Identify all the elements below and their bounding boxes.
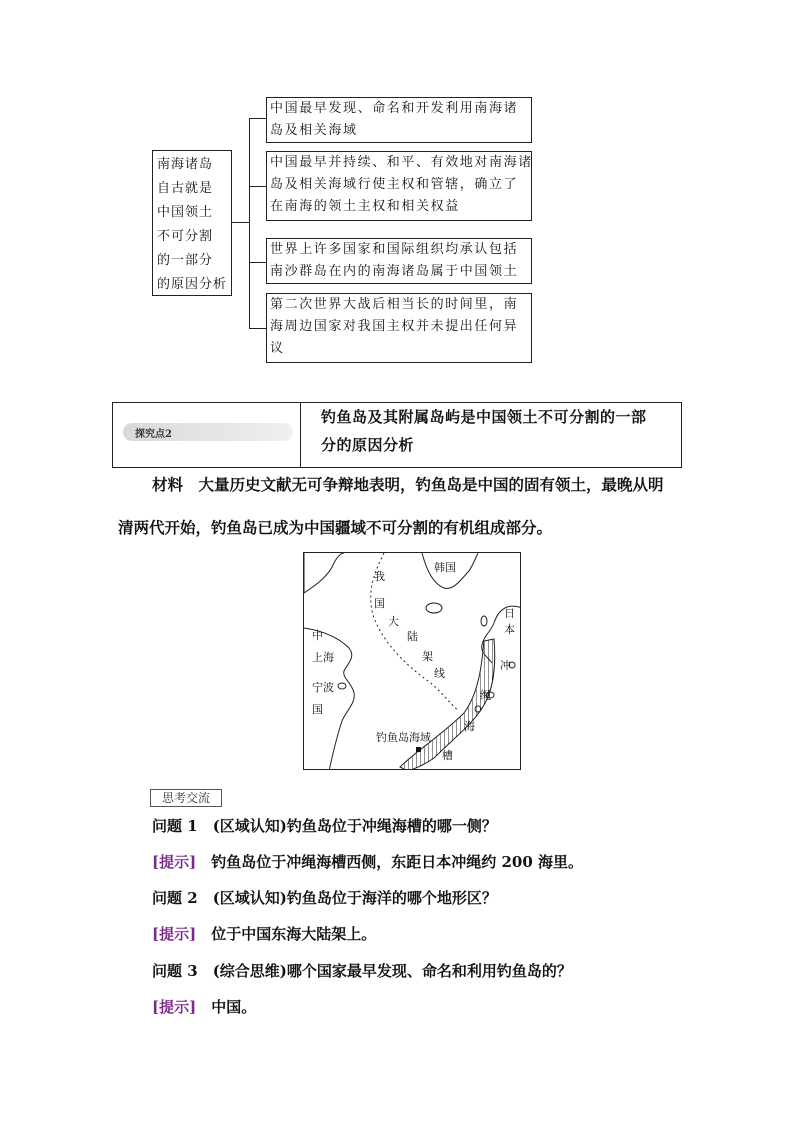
explore-title-line: 分的原因分析 <box>321 436 415 454</box>
topic-line: 不可分割 <box>157 229 214 244</box>
question-2 <box>152 887 497 908</box>
explore-badge <box>123 423 293 441</box>
reason-line: 岛及相关海域行使主权和管辖，确立了 <box>270 177 519 192</box>
hint-label: [提示] <box>152 853 197 871</box>
diaoyu-marker <box>416 747 421 752</box>
label-trough: 海 <box>464 720 475 733</box>
reason-box-1 <box>266 97 532 143</box>
island <box>338 683 346 689</box>
label-korea: 韩国 <box>434 561 456 574</box>
label-japan: 日 <box>504 607 515 620</box>
bracket-tick <box>249 328 266 329</box>
topic-line: 自古就是 <box>157 181 214 196</box>
answer-2 <box>152 923 376 944</box>
reason-line: 世界上许多国家和国际组织均承认包括 <box>270 242 519 257</box>
label-shelf: 大 <box>388 615 399 628</box>
answer-text: 位于中国东海大陆架上。 <box>211 925 377 943</box>
topic-line: 的一部分 <box>157 253 214 268</box>
divider <box>300 403 301 467</box>
question-1 <box>152 815 497 836</box>
label-shelf: 线 <box>434 667 445 680</box>
discussion-tag: 思考交流 <box>150 789 222 807</box>
label-trough: 绳 <box>480 689 491 702</box>
reason-line: 在南海的领土主权和相关权益 <box>270 199 460 214</box>
label-trough: 槽 <box>442 749 453 762</box>
topic-box <box>152 150 232 296</box>
explore-title <box>321 403 681 459</box>
reason-box-4 <box>266 293 532 363</box>
hint-label: [提示] <box>152 998 197 1016</box>
hint-label: [提示] <box>152 925 197 943</box>
explore-title-line: 钓鱼岛及其附属岛屿是中国领土不可分割的一部 <box>321 408 647 426</box>
question-3 <box>152 960 572 981</box>
bracket-tick <box>249 262 266 263</box>
label-shelf: 我 <box>374 570 385 583</box>
topic-line: 中国领土 <box>157 205 214 220</box>
island <box>481 616 487 626</box>
label-china: 中 <box>312 629 323 642</box>
label-shelf: 架 <box>422 650 433 663</box>
question-label: 问题 1 <box>152 817 198 835</box>
question-text: (区域认知)钓鱼岛位于海洋的哪个地形区？ <box>212 889 497 907</box>
question-label: 问题 3 <box>152 962 198 980</box>
diaoyu-map <box>303 552 521 770</box>
label-china: 国 <box>312 703 323 716</box>
label-diaoyu: 钓鱼岛海域 <box>376 731 431 744</box>
reason-line: 第二次世界大战后相当长的时间里，南 <box>270 297 519 312</box>
material-line-2: 清两代开始，钓鱼岛已成为中国疆域不可分割的有机组成部分。 <box>118 518 553 537</box>
reason-box-3 <box>266 238 532 284</box>
question-text: (区域认知)钓鱼岛位于冲绳海槽的哪一侧？ <box>212 817 497 835</box>
label-okinawa: 冲 <box>500 659 511 672</box>
reason-line: 议 <box>270 341 285 356</box>
label-japan: 本 <box>504 623 515 636</box>
label-shelf: 陆 <box>407 630 418 643</box>
explore-badge-label: 探究点2 <box>135 429 172 440</box>
bracket-tick <box>249 118 266 119</box>
topic-line: 的原因分析 <box>157 277 228 292</box>
label-ningbo: 宁波 <box>312 681 334 694</box>
island <box>426 603 442 613</box>
answer-text: 中国。 <box>211 998 257 1016</box>
bracket-spine <box>249 118 250 328</box>
question-label: 问题 2 <box>152 889 198 907</box>
label-shanghai: 上海 <box>312 651 334 664</box>
question-text: (综合思维)哪个国家最早发现、命名和利用钓鱼岛的？ <box>212 962 572 980</box>
material-line-1: 材料 大量历史文献无可争辩地表明，钓鱼岛是中国的固有领土，最晚从明 <box>152 475 664 494</box>
topic-line: 南海诸岛 <box>157 157 214 172</box>
reason-box-2 <box>266 151 532 221</box>
explore-header <box>112 402 682 468</box>
answer-1 <box>152 851 583 872</box>
connector-line <box>232 222 250 223</box>
reason-line: 海周边国家对我国主权并未提出任何异 <box>270 319 519 334</box>
reason-line: 中国最早发现、命名和开发利用南海诸 <box>270 101 519 116</box>
reason-line: 中国最早并持续、和平、有效地对南海诸 <box>270 155 533 170</box>
label-shelf: 国 <box>374 597 385 610</box>
reason-line: 岛及相关海域 <box>270 123 358 138</box>
bracket-tick <box>249 186 266 187</box>
answer-3 <box>152 996 256 1017</box>
reason-line: 南沙群岛在内的南海诸岛属于中国领土 <box>270 264 519 279</box>
china-coastline <box>304 553 344 593</box>
answer-text: 钓鱼岛位于冲绳海槽西侧，东距日本冲绳约 200 海里。 <box>211 853 583 871</box>
